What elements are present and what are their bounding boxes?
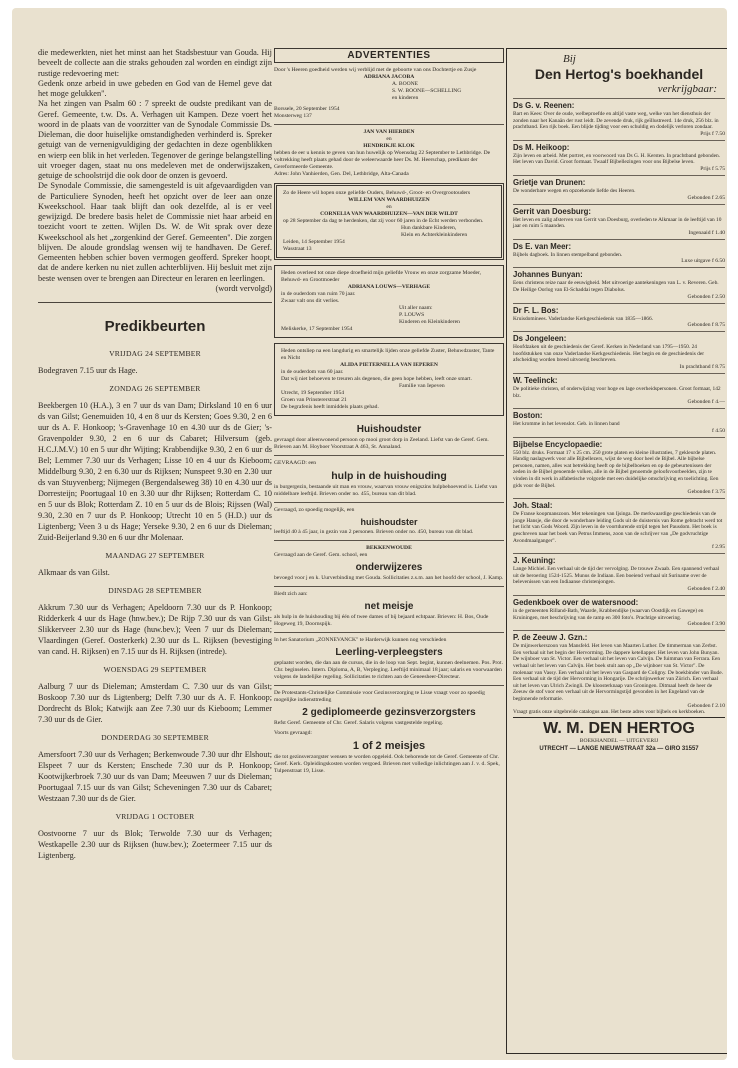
classified-pre: Gevraagd, zo spoedig mogelijk, een — [274, 507, 355, 513]
ad-separator — [274, 124, 504, 125]
death-age: in de ouderdom van 60 jaar. — [281, 369, 344, 375]
classified-heading: 1 of 2 meisjes — [352, 740, 426, 752]
death-intro: Heden overleed tot onze diepe droefheid mijn geliefde Vrouw en onze zorgzame Moeder, Behuwd- en Grootmoeder — [281, 270, 482, 283]
death-notice — [274, 343, 504, 416]
book-description: Hoofdzaken uit de geschiedenis der Geref. Kerken in Nederland van 1795—1950. 24 hoofdstukken van onze Vaderlandse Kerkgeschiedenis. Het begin en de geschiedenis der afscheiding worden breed uitvoerig beschreven. — [513, 344, 705, 364]
schedule-text: Aalburg 7 uur ds Dieleman; Amsterdam C. 7.30 uur ds van Gilst; Boskoop 7.30 uur ds Ligtenberg; Delft 7.30 uur ds A. F. Honkoop; Dordrecht ds Blok; Katwijk aan Zee 7.30 uur ds Kieboom; Lemmer 7.30 uur ds de Gier. — [38, 682, 272, 724]
continued-note: (wordt vervolgd) — [215, 283, 272, 293]
death-notice — [274, 265, 504, 338]
anniversary-from: Hun dankbare Kinderen, — [401, 225, 457, 231]
book-price: Gebonden f 3.75 — [687, 489, 725, 496]
birth-parent: A. BOONE — [392, 81, 419, 87]
book-entry — [513, 437, 725, 496]
book-description: Bijbels dagboek. In linnen stempelband gebonden. — [513, 251, 623, 258]
book-entry — [513, 98, 725, 137]
book-description: Het leven en zalig afsterven van Gerrit van Doesburg, overleden te Alkmaar in de leeftijd van 10 jaar en ruim 5 maanden. — [513, 216, 722, 230]
death-place-date: Meliskerke, 17 September 1954 — [281, 326, 353, 332]
book-price: Gebonden f 4.— — [687, 399, 725, 406]
book-description: Bart en Kees: Over de oude, welbeproefde en altijd vaste weg, welke van het diensthuis der zonden naar het Kanaän der rust leidt. De zevende druk, rijk geïllustreerd. 14e druk, 256 blz. in prachtband. Een rijk boek. Een blijde tijding voor een schuldig en dodelijk verloren zondaar. — [513, 111, 719, 131]
book-price: Gebonden f 2.10 — [687, 702, 725, 709]
book-price: Prijs f 7.50 — [700, 130, 725, 137]
book-author: Gerrit van Doesburg: — [513, 204, 725, 216]
anniversary-name: CORNELIA VAN WAARDHUIZEN—VAN DER WILDT — [320, 211, 458, 217]
death-signed: Uit aller naam: — [399, 305, 433, 311]
book-price: Ingenaaid f 1.40 — [688, 229, 725, 236]
ad-separator — [274, 632, 504, 633]
book-author: W. Teelinck: — [513, 373, 725, 385]
publisher-subtitle: BOEKHANDEL — UITGEVERIJ — [579, 738, 659, 745]
article-paragraph: De Synodale Commissie, die samengesteld is uit afgevaardigden van de Particuliere Synoden, heeft het opzicht over de leer aan onze Kweekschool. Haar taak blijft dan ook dezelfde, al is er veel gewijzigd. De bredere basis helet de Commissie niet haar arbeid en toezicht voort te zetten. Wijlen Ds. W. de Wit sprak over deze Kweekschool als het „zorgenkind der Geref. Gemeenten". Die zorgen blijven. De aloude grondslag wensen wij te handhaven. De Geref. Gemeenten hebben schier boven vermogen geofferd. Spreker hoopt, dat de andere kerken nu niet zullen achterblijven. Hij besluit met zijn beste wensen over te brengen aan Directeur en leraren en leerlingen. — [38, 181, 272, 283]
book-description: in de gemeenten Rilland-Bath, Waarde, Krabbendijke (waarvan Oostdijk en Gawege) en Kruiningen, met beschrijving van de ramp en 300 foto's. Prachtige uitvoering. — [513, 608, 704, 621]
wedding-bride: HENDRIKJE KLOK — [363, 143, 415, 149]
death-burial: De begrafenis heeft inmiddels plaats gehad. — [281, 404, 379, 410]
birth-parent: S. W. BOONE—SCHELLING — [392, 88, 462, 94]
schedule-day: VRIJDAG 1 OCTOBER — [115, 812, 195, 821]
schedule-day: ZONDAG 26 SEPTEMBER — [109, 384, 201, 393]
death-verse: Dat wij niet behoeven te treuren als degenen, die geen hope hebben, leeft onze smart. — [281, 376, 472, 382]
book-description: De mijnwerkerszoon van Mansfeld. Het leven van Maarten Luther. De timmerman van Zerbst. Een verhaal uit het begin der Hervorming. De dappere ketellapper. Het leven van John Bunyan. De wijnboer van St. Victor. Een verhaal uit het leven van Calvijn. De fuimman van Ferrara. Een verhaal uit het leven van Calvijn. Het boek stuit aan op „De wijnboer van St. Victor". De molenaar van Vassy. Een verhaal uit het leven van Gaspard de Coligny. De boekbinder van Bude. Een verhaal uit de tijd der Hervorming in Hongarije. De schrijnwerker van Zürich. Een verhaal uit het leven van Ulrich Zwingli. De kloosterknaap van Groningen. Ditmaal heeft de heer de Zeeuw de stof voor een verhaal uit de Hervormingstijd gevonden in het Engeland van de beginnende reformatie. — [513, 643, 723, 702]
publisher-name: W. M. DEN HERTOG — [513, 717, 725, 738]
book-entry — [513, 373, 725, 405]
newspaper-page — [12, 8, 727, 1060]
classified-pre: GEVRAAGD: een — [274, 460, 317, 466]
classified-text: als hulp in de huishouding bij één of twee dames of bij bejaard echtpaar. Brieven: H. Bos, Oude Hogeweg 19, Doornspijk. — [274, 614, 489, 627]
book-author: Joh. Staal: — [513, 498, 725, 510]
ad-separator — [274, 502, 504, 503]
schedule-day: DINSDAG 28 SEPTEMBER — [108, 586, 202, 595]
classified-heading: Leerling-verpleegsters — [335, 647, 443, 658]
death-name: ADRIANA LOUWS—VERHAGE — [347, 284, 431, 290]
birth-place-date: Borssele, 20 September 1954 — [274, 106, 340, 112]
anniversary-place-date: Leiden, 14 September 1954 — [283, 239, 345, 245]
left-column — [38, 48, 272, 861]
ad-separator — [274, 540, 504, 541]
anniversary-address: Wasstraat 13 — [283, 246, 312, 252]
book-price: f 2.95 — [711, 544, 725, 551]
death-name: ALIDA PIETERNELLA VAN IEPEREN — [340, 362, 438, 368]
schedule-day: WOENSDAG 29 SEPTEMBER — [103, 665, 207, 674]
birth-name: ADRIANA JACOBA — [363, 74, 415, 80]
article-paragraph: Na het zingen van Psalm 60 : 7 spreekt de oudste predikant van de Geref. Gemeente, t.w. Ds. A. Verhagen uit Kampen. Deze voert het woord in de plaats van de voorzitter van de Synodale Commissie Ds. Dieleman, die door huiselijke omstandigheden verhinderd is. Spreker getuigt van de vernenigvuldiging der gedachten in deze ogenblikken en wierp een blik in het verleden. Tegenover de geringe belangstelling uit vroeger dagen, staat nu ons medeleven met de onderwijszaken, getuige de schoolstrijd die ook door de onzen is gevoerd. — [38, 99, 272, 180]
book-entry — [513, 630, 725, 708]
birth-parent: en kinderen — [392, 95, 419, 101]
death-signed: Familie van Iepeven — [399, 383, 445, 389]
book-price: Gebonden f 8.75 — [687, 322, 725, 329]
right-column — [506, 48, 727, 1054]
book-author: Ds Jongeleen: — [513, 331, 725, 343]
ad-separator — [274, 455, 504, 456]
classified-text: gevraagd door alleenwonend persoon op mooi groot dorp in Zeeland. Liefst van de Geref. Gem. Brieven aan M. Hoyboer Voorstraat A 463, St. Annaland. — [274, 437, 489, 450]
book-author: Dr F. L. Bos: — [513, 303, 725, 315]
death-signed: P. LOUWS — [399, 312, 425, 318]
catalogue-note — [513, 709, 725, 716]
book-author: P. de Zeeuw J. Gzn.: — [513, 630, 725, 642]
book-description: Het kromme in het levenslot. Geb. in linnen band — [513, 421, 620, 428]
classified-heading: hulp in de huishouding — [331, 470, 447, 482]
classified-heading: Huishoudster — [356, 424, 422, 435]
book-description: Kruisdominees. Vaderlandse Kerkgeschiedenis van 1835—1866. — [513, 315, 654, 322]
book-price: In prachtband f 8.75 — [679, 363, 725, 370]
death-intro: Heden ontsliep na een langdurig en smartelijk lijden onze geliefde Zuster, Behuwdzuster, Tante en Nicht — [281, 348, 495, 361]
schedule-day: VRIJDAG 24 SEPTEMBER — [109, 349, 201, 358]
book-entry — [513, 140, 725, 172]
middle-column — [274, 48, 504, 775]
classified-pre: Biedt zich aan: — [274, 591, 308, 597]
book-entry — [513, 331, 725, 370]
schedule-text: Amersfoort 7.30 uur ds Verhagen; Berkenwoude 7.30 uur dhr Elshout; Elspeet 7 uur ds Kersten; Enschede 7.30 uur ds P. Honkoop; Kootwijkerbroek 7.30 uur ds van Dam; Meeuwen 7 uur ds Dieleman; Poortugaal 7.15 uur ds van Gilst; Scheveningen 7.30 uur ds Cabaret; Westzaan 7.30 uur ds de Gier. — [38, 750, 272, 803]
wedding-address: Adres: John Vanhierden, Gen. Del, Lethbridge, Alta-Canada — [274, 171, 409, 177]
article-paragraph: Gedenk onze arbeid in uwe gebeden en God van de Hemel geve dat het moge gelukken". — [38, 78, 272, 98]
book-author: Gedenkboek over de watersnood: — [513, 595, 725, 607]
book-description: Eens christens reize naar de eeuwigheid. Met uitvoerige aantekeningen van L. v. Reveren. Geb. De Heilige Oorlog van El-Schaddai tegen Diabolus. — [513, 280, 719, 293]
shop-name: Den Hertog's boekhandel — [534, 66, 704, 82]
book-entry — [513, 408, 725, 434]
advertenties-title: ADVERTENTIES — [274, 48, 504, 63]
anniversary-intro: Zo de Heere wil hopen onze geliefde Ouders, Behuwd-, Groot- en Overgrootouders — [283, 190, 471, 196]
book-author: Boston: — [513, 408, 725, 420]
book-author: Ds M. Heikoop: — [513, 140, 725, 152]
anniversary-en: en — [386, 204, 392, 210]
classified-pre: BEKKENWOUDE — [366, 545, 412, 551]
verkrijgbaar-label: verkrijgbaar: — [657, 83, 717, 95]
book-description: De politieke christen, of onderwijzing voor hoge en lage overheidspersonen. Groot formaat, 142 blz. — [513, 385, 721, 399]
wedding-groom: JAN VAN HIERDEN — [363, 129, 415, 135]
anniversary-name: WILLEM VAN WAARDHUIZEN — [348, 197, 430, 203]
death-address: Groen van Prinstererstraat 21 — [281, 397, 347, 403]
book-author: J. Keuning: — [513, 553, 725, 565]
book-description: Lange Michiel. Een verhaal uit de tijd der vervolging. De trouwe Zwaab. Een spannend verhaal uit de beroering 1524-1525. Munus de Indiaan. Een boeiend verhaal uit Suriname over de belevenissen van een Indiaanse christenjongen. — [513, 566, 720, 586]
classified-text: in burgergezin, bestaande uit man en vrouw, waarvan vrouw enigszins hulpbehoevend is. Liefst van middelbare leeftijd. Brieven onder no. 455, bureau van dit blad. — [274, 484, 498, 497]
book-description: Vraagt gratis onze uitgebreide catalogus aan. Het beste adres voor bijbels en kerkboeken. — [513, 708, 706, 715]
book-entry — [513, 303, 725, 329]
book-price: Prijs f 5.75 — [700, 165, 725, 172]
anniversary-from: Klein en Achterkleinkinderen — [401, 232, 468, 238]
book-description: 550 blz. druks. Formaat 17 x 25 cm. 250 grote platen en kleine illustraties, 7 gekleurde platen. Handig naslagwerk voor alle Bijbellezers, wijst de weg door heel de Bijbel. Alle bijbelse personen, namen, alles wat betrekking heeft op de bijbelboeken en op de gebeurtenissen der zeden in de Bijbel genoemde volken, alle in de Bijbel genoemde geloofsvoorbeelden, zijn te vinden in dit werk in alfabetische volgorde met een duidelijke omschrijving en toelichting. Een gids voor de Bijbel. — [513, 449, 719, 489]
book-price: Gebonden f 3.90 — [687, 621, 725, 628]
death-age: in de ouderdom van ruim 70 jaar. — [281, 291, 356, 297]
book-author: Ds G. v. Reenen: — [513, 98, 725, 110]
classified-text: Refst Geref. Gemeente of Chr. Geref. Salaris volgens vastgestelde regeling. — [274, 720, 444, 726]
book-price: Gebonden f 2.40 — [687, 586, 725, 592]
classified-text: leeftijd 40 à 45 jaar, in gezin van 2 personen. Brieven onder no. 450, bureau van dit blad. — [274, 529, 474, 535]
schedule-text: Akkrum 7.30 uur ds Verhagen; Apeldoorn 7.30 uur ds P. Honkoop; Ridderkerk 4 uur ds Hage (hnw.bev.); De Rijp 7.30 uur ds van Gilst; Slikkerveer 2.30 uur ds Hage (huw.bev.); Veen 7 uur ds Dieleman; Vlaardingen (Geref. Oosterkerk) 2.30 uur ds L. Rijksen (bevestiging van cand. H. Rijksen) en 7.15 uur ds H. Rijksen (intrede). — [38, 603, 272, 656]
schedule-text: Bodegraven 7.15 uur ds Hage. — [38, 366, 138, 375]
classified-pre: De Protestants-Christelijke Commissie voor Gezinsverzorging te Lisse vraagt voor zo spoedig mogelijke indiensttreding — [274, 690, 485, 703]
schedule-day: MAANDAG 27 SEPTEMBER — [105, 551, 205, 560]
book-author: Ds E. van Meer: — [513, 239, 725, 251]
classified-text: die tot gezinsverzorgster wensen te worden opgeleid. Ook behorende tot de Geref. Gemeente of Chr. Geref. Kerk. Opleidingskosten worden vergoed. Brieven met volledige inlichtingen aan J. v. d. Spek, Tulpenstraat 19, Lisse. — [274, 754, 500, 774]
death-signed: Kinderen en Kleinkinderen — [399, 319, 460, 325]
death-verse: Zwaar valt ons dit verlies. — [281, 298, 340, 304]
schedule-day: DONDERDAG 30 SEPTEMBER — [101, 733, 209, 742]
wedding-text: hebben de eer u kennis te geven van hun huwelijk op Woensdag 22 September te Lethbridge. De voltrekking heeft plaats gehad door de weleerwaarde heer Ds. M. Heerschap, predikant der Gereformeerde Gemeente. — [274, 150, 491, 170]
book-description: De wonderbare wegen en opzoekende liefde des Heeren. — [513, 187, 636, 194]
section-heading: Predikbeurten — [104, 318, 206, 335]
book-price: Luxe uitgave f 6.50 — [681, 258, 725, 265]
classified-text: geplaatst worden, die dan aan de cursus, die in de loop van Sept. begint, kunnen deelnemen. Pos. Prot. Chr. beginselen. Intern. Diploma, A, B, Verpleging. Leeftijd minimaal 18 jaar; salaris en voorwaarden volgens de landelijke regeling. Sollicitaties te richten aan de Geneesheer-Directeur. — [274, 660, 503, 680]
book-entry — [513, 204, 725, 236]
wedding-en: en — [386, 136, 392, 142]
classified-heading: onderwijzeres — [355, 562, 423, 573]
book-entry — [513, 267, 725, 299]
bookshop-ad — [506, 48, 727, 1054]
publisher-address: UTRECHT — LANGE NIEUWSTRAAT 32a — GIRO 31557 — [539, 746, 699, 753]
article-paragraph: die medewerkten, niet het minst aan het Stadsbestuur van Gouda. Hij beveelt de collecte aan die straks gehouden zal worden en eindigt zijn rustige redevoering met: — [38, 48, 272, 78]
book-price: f 4.50 — [711, 427, 725, 434]
ad-separator — [274, 685, 504, 686]
book-entry — [513, 498, 725, 550]
book-description: Zijn leven en arbeid. Met portret, en voorwoord van Ds G. H. Kersten. In prachtband gebonden. Het leven van David. Groot formaat. Twaalf Bijbellezingen voor ons Bijbelse leven. — [513, 152, 721, 166]
schedule-text: Alkmaar ds van Gilst. — [38, 568, 110, 577]
bij-label: Bij — [563, 53, 576, 65]
classified-pre: In het Sanatorium „ZONNEVANCK" te Harderwijk kunnen nog verschieden — [274, 637, 447, 643]
classified-heading: net meisje — [364, 601, 414, 612]
classified-heading: 2 gediplomeerde gezinsverzorgsters — [302, 707, 476, 718]
birth-address: Monsterweg 137 — [274, 113, 312, 119]
classified-heading: huishoudster — [360, 517, 418, 527]
book-description: De Franse koopmanszoon. Met tekeningen van Ijsinga. De merkwaardige geschiedenis van de jonge Hansje, die door de wonderbare leiding Gods uit de duisternis van Rome gebracht werd tot het licht van Gods Woord. Zijn leven in de voortdurende strijd tegen het Pausdom. Het boek is geschreven naar het boek van Petrus Immens, zoon van de schrijver van „De godvruchtige Avondmaalganger". — [513, 511, 723, 544]
schedule-text: Beekbergen 10 (H.A.), 3 en 7 uur ds van Dam; Dirksland 10 en 6 uur ds van Gilst; Genemuiden 10, 4 en 8 uur ds Kersten; Goes 9.30, 2 en 6 uur ds A. F. Honkoop; 's-Gravenhage 10 en 4.30 uur ds de Gier; 's-Gravenpolder 9.30, 2 en 6 uur ds Cabaret; Hilversum (geb. H.C.J.M.V.) 10 en 5 uur dhr Wijting; Krabbendijke 9.30, 2 en 6 uur ds Bel; Lemmer 7.30 uur ds Verhagen; Lisse 10 en 4 uur ds Kieboom; Middelburg 9.30, 2 en 6.30 uur ds Rijksen; Nunspeet 9.30 en 2.30 uur ds van Stuyvenberg; Nijmegen (Bergendalseweg 38) 10 en 4.30 uur ds Dorresteijn; Poortugaal 10 en 3.30 uur dhr Rijksen; Rotterdam C. 10 en 5 uur ds Blok; Rotterdam Z. 10 en 5 uur ds de Blois; Rijssen (Wal) 9.30, 2.30 en 7 uur ds P. Honkoop; Utrecht 10 en 5 (H.D.) uur ds Ligtenberg; Veen 3 u ds Hage; Yerseke 9.30, 2 en 6 uur ds Dieleman; Zuid-Beijerland 9.30 en 6 uur dhr Molenaar. — [38, 401, 272, 542]
book-author: Johannes Bunyan: — [513, 267, 725, 279]
classified-pre: Gevraagd aan de Geref. Gem. school, een — [274, 552, 368, 558]
book-price: Gebonden f 2.50 — [687, 293, 725, 300]
anniversary-text: op 28 September da dag te herdenken, dat zij voor 60 jaren in de Echt werden verbonden. — [283, 218, 484, 224]
book-author: Bijbelse Encyclopaedie: — [513, 437, 725, 449]
section-rule — [38, 302, 272, 303]
birth-intro: Door 's Heeren goedheid werden wij verblijd met de geboorte van ons Dochtertje en Zusje — [274, 67, 477, 73]
anniversary-ad — [274, 183, 504, 260]
book-entry — [513, 175, 725, 201]
classified-pre: Voorts gevraagd: — [274, 730, 312, 736]
classified-text: bevoegd voor j en k. Uurverbinding met Gouda. Sollicitaties z.s.m. aan het hoofd der school, J. Kamp. — [274, 575, 504, 581]
schedule-text: Oostvoorne 7 uur ds Blok; Terwolde 7.30 uur ds Verhagen; Westkapelle 2.30 uur ds Rijksen (huw.bev.); Zoetermeer 7.15 uur ds Ligtenberg. — [38, 829, 272, 860]
book-author: Grietje van Drunen: — [513, 175, 725, 187]
book-entry — [513, 595, 725, 627]
book-entry — [513, 239, 725, 265]
death-place-date: Utrecht, 19 September 1954 — [281, 390, 345, 396]
book-entry — [513, 553, 725, 592]
book-price: Gebonden f 2.65 — [687, 194, 725, 201]
ad-separator — [274, 586, 504, 587]
